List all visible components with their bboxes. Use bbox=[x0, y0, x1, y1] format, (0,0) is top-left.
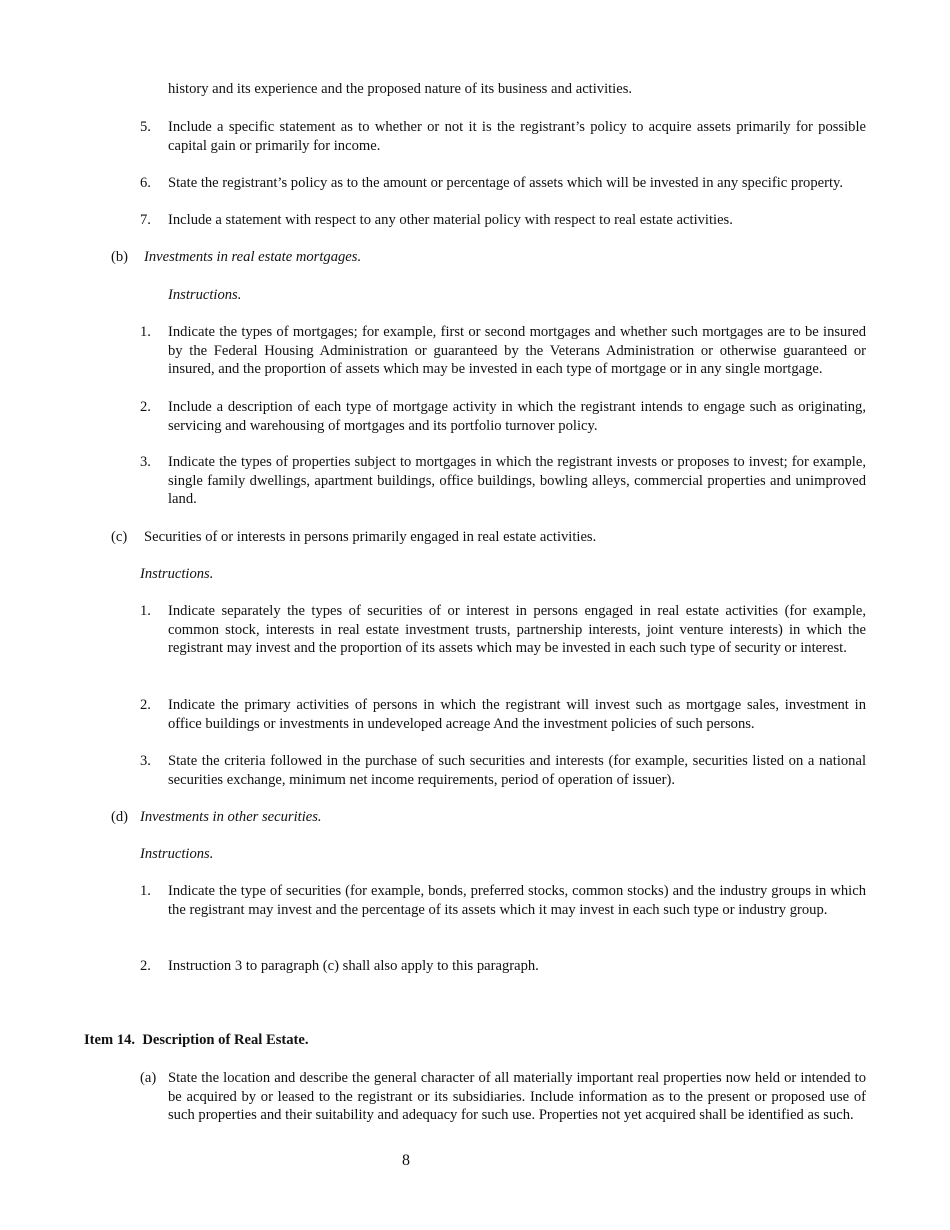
section-label: (d) bbox=[111, 809, 129, 825]
list-number: (a) bbox=[140, 1070, 157, 1086]
list-number: 6. bbox=[140, 175, 151, 191]
list-item: Indicate the types of properties subject to mortgages in which the registrant invests or proposes to invest; for example, single family dwellings, apartment buildings, office buildings, bowling alleys, commercial properties and unimproved land. bbox=[168, 454, 866, 508]
list-item: Indicate the type of securities (for example, bonds, preferred stocks, common stocks) and the industry groups in which the registrant may invest and the percentage of its assets which it may invest in each such type or industry group. bbox=[168, 883, 866, 918]
section-title: Securities of or interests in persons primarily engaged in real estate activities. bbox=[144, 529, 597, 545]
list-item: State the criteria followed in the purchase of such securities and interests (for example, securities listed on a national securities exchange, minimum net income requirements, period of operation of issuer). bbox=[168, 753, 866, 788]
section-label: (b) bbox=[111, 249, 129, 265]
list-number: 2. bbox=[140, 399, 151, 415]
list-number: 2. bbox=[140, 958, 151, 974]
continuation-text: history and its experience and the proposed nature of its business and activities. bbox=[168, 81, 633, 97]
instructions-heading: Instructions. bbox=[140, 846, 214, 862]
list-number: 1. bbox=[140, 324, 151, 340]
instructions-heading: Instructions. bbox=[140, 566, 214, 582]
list-item: State the location and describe the general character of all materially important real properties now held or intended to be acquired by or leased to the registrant or its subsidiaries. Include information as to the present or proposed use of such properties and their suitability and adequacy for such use. Properties not yet acquired shall be identified as such. bbox=[168, 1070, 866, 1124]
page-number: 8 bbox=[402, 1152, 410, 1169]
list-number: 3. bbox=[140, 454, 151, 470]
instructions-heading: Instructions. bbox=[168, 287, 242, 303]
list-item: State the registrant’s policy as to the amount or percentage of assets which will be invested in any specific property. bbox=[168, 175, 844, 191]
list-item: Indicate separately the types of securities of or interest in persons engaged in real estate activities (for example, common stock, interests in real estate investment trusts, partnership interests, joint venture interests) in which the registrant may invest and the proportion of its assets which may be invested in each such type of security or interest. bbox=[168, 603, 866, 657]
list-item: Indicate the primary activities of persons in which the registrant will invest such as mortgage sales, investment in office buildings or investments in undeveloped acreage And the investment policies of such persons. bbox=[168, 697, 866, 732]
list-item: Include a description of each type of mortgage activity in which the registrant intends to engage such as originating, servicing and warehousing of mortgages and its portfolio turnover policy. bbox=[168, 399, 866, 434]
list-item: Include a specific statement as to whether or not it is the registrant’s policy to acquire assets primarily for possible capital gain or primarily for income. bbox=[168, 119, 866, 154]
list-number: 5. bbox=[140, 119, 151, 135]
list-number: 3. bbox=[140, 753, 151, 769]
list-number: 2. bbox=[140, 697, 151, 713]
item-heading: Item 14. Description of Real Estate. bbox=[84, 1032, 309, 1048]
list-number: 1. bbox=[140, 603, 151, 619]
section-title: Investments in real estate mortgages. bbox=[144, 249, 362, 265]
list-number: 1. bbox=[140, 883, 151, 899]
section-title: Investments in other securities. bbox=[140, 809, 322, 825]
list-item: Indicate the types of mortgages; for example, first or second mortgages and whether such mortgages are to be insured by the Federal Housing Administration or guaranteed by the Veterans Administration or otherwise guaranteed or insured, and the proportion of assets which may be invested in each type of mortgage or in any single mortgage. bbox=[168, 324, 866, 378]
section-label: (c) bbox=[111, 529, 128, 545]
list-item: Include a statement with respect to any other material policy with respect to real estate activities. bbox=[168, 212, 733, 228]
list-number: 7. bbox=[140, 212, 151, 228]
list-item: Instruction 3 to paragraph (c) shall also apply to this paragraph. bbox=[168, 958, 539, 974]
